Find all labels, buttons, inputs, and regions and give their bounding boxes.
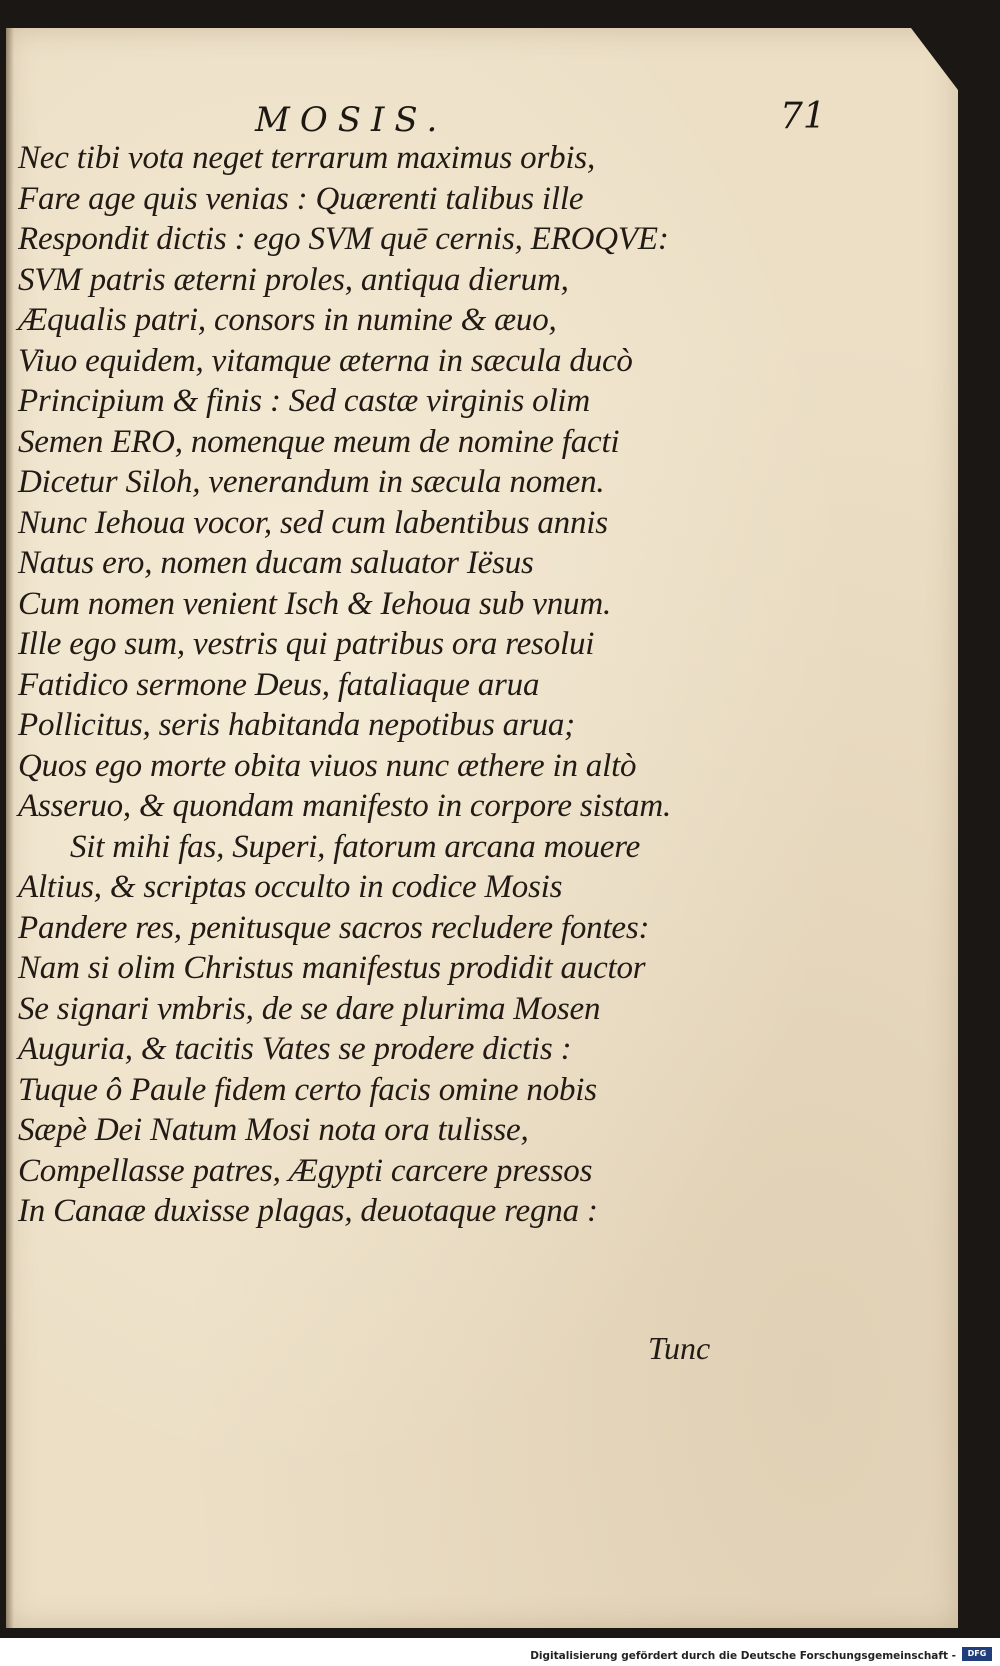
verse-line: Nam si olim Christus manifestus prodidit auctor: [18, 950, 646, 986]
verse-line: Dicetur Siloh, venerandum in sæcula nomen.: [18, 464, 605, 500]
verse-line: Se signari vmbris, de se dare plurima Mosen: [18, 990, 601, 1027]
page-edge-shadow: [6, 28, 14, 1628]
verse-text: [18, 138, 918, 1232]
funding-credit: Digitalisierung gefördert durch die Deutsche Forschungsgemeinschaft -: [530, 1650, 956, 1662]
verse-line: Nec tibi vota neget terrarum maximus orbis,: [18, 140, 596, 176]
verse-line: Quos ego morte obita viuos nunc æthere in altò: [18, 747, 637, 784]
verse-line: SVM patris æterni proles, antiqua dierum,: [18, 261, 569, 298]
verse-line: Pollicitus, seris habitanda nepotibus arua;: [18, 707, 575, 743]
verse-line: Sæpè Dei Natum Mosi nota ora tulisse,: [18, 1112, 529, 1148]
verse-line: Natus ero, nomen ducam saluator Iësus: [18, 545, 534, 581]
verse-line: Asseruo, & quondam manifesto in corpore sistam.: [18, 788, 672, 824]
verse-line: Semen ERO, nomenque meum de nomine facti: [18, 423, 620, 460]
verse-line: Fare age quis venias : Quærenti talibus ille: [18, 180, 584, 217]
verse-line: Respondit dictis : ego SVM quē cernis, EROQVE:: [18, 221, 669, 257]
digitization-footer: [0, 1638, 1000, 1666]
verse-line: Æqualis patri, consors in numine & æuo,: [18, 302, 557, 338]
verse-line: Ille ego sum, vestris qui patribus ora resolui: [18, 626, 595, 662]
verse-line: Altius, & scriptas occulto in codice Mosis: [18, 869, 563, 905]
verse-line: Cum nomen venient Isch & Iehoua sub vnum.: [18, 585, 612, 622]
dfg-logo: DFG: [962, 1647, 992, 1661]
verse-line: Pandere res, penitusque sacros recludere fontes:: [18, 909, 650, 946]
verse-line: Viuo equidem, vitamque æterna in sæcula ducò: [18, 342, 633, 379]
verse-line: Sit mihi fas, Superi, fatorum arcana mouere: [70, 828, 641, 865]
verse-line: Nunc Iehoua vocor, sed cum labentibus annis: [18, 504, 608, 541]
verse-line: Compellasse patres, Ægypti carcere pressos: [18, 1152, 593, 1189]
verse-line: Auguria, & tacitis Vates se prodere dictis :: [18, 1031, 572, 1067]
running-head: MOSIS.: [255, 100, 448, 140]
verse-line: Fatidico sermone Deus, fataliaque arua: [18, 666, 540, 703]
verse-line: Tuque ô Paule fidem certo facis omine nobis: [18, 1071, 597, 1108]
verse-line: In Canaæ duxisse plagas, deuotaque regna :: [18, 1193, 598, 1229]
page-number: 71: [780, 96, 826, 137]
verse-line: Principium & finis : Sed castæ virginis olim: [18, 383, 591, 419]
catchword: Tunc: [648, 1330, 711, 1366]
